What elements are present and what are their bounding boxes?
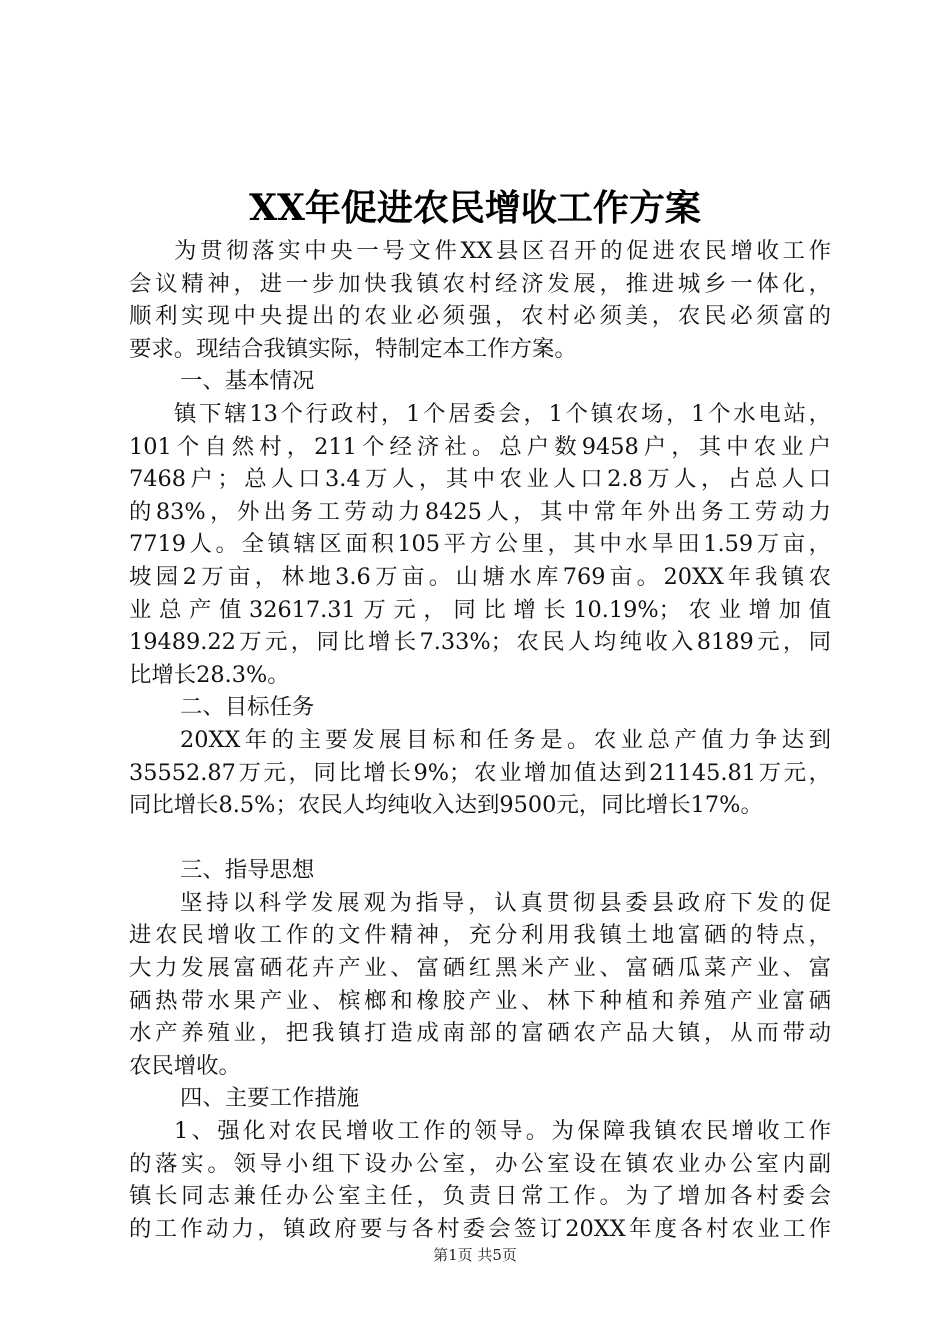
paragraph-line: 硒热带水果产业、槟榔和橡胶产业、林下种植和养殖产业富硒: [129, 987, 831, 1014]
paragraph-line: 水产养殖业，把我镇打造成南部的富硒农产品大镇，从而带动: [129, 1020, 831, 1047]
section-heading: 二、目标任务: [180, 694, 315, 721]
page-footer: 第1页 共5页: [433, 1246, 517, 1264]
paragraph-line: 会议精神，进一步加快我镇农村经济发展，推进城乡一体化，: [129, 270, 831, 297]
paragraph-line: 要求。现结合我镇实际，特制定本工作方案。: [129, 335, 577, 362]
section-heading: 三、指导思想: [180, 857, 315, 884]
paragraph-line: 坡园2万亩，林地3.6万亩。山塘水库769亩。20XX年我镇农: [129, 563, 831, 590]
section-heading: 一、基本情况: [180, 368, 315, 395]
paragraph-line: 大力发展富硒花卉产业、富硒红黑米产业、富硒瓜菜产业、富: [129, 955, 831, 982]
paragraph-line: 农民增收。: [129, 1052, 241, 1079]
paragraph-line: 20XX年的主要发展目标和任务是。农业总产值力争达到: [180, 726, 831, 753]
document-title: XX年促进农民增收工作方案: [249, 187, 701, 229]
paragraph-line: 镇长同志兼任办公室主任，负责日常工作。为了增加各村委会: [129, 1183, 831, 1210]
paragraph-line: 的落实。领导小组下设办公室，办公室设在镇农业办公室内副: [129, 1150, 831, 1177]
paragraph-line: 1、强化对农民增收工作的领导。为保障我镇农民增收工作: [174, 1118, 831, 1145]
paragraph-line: 镇下辖13个行政村，1个居委会，1个镇农场，1个水电站，: [174, 400, 831, 427]
paragraph-line: 顺利实现中央提出的农业必须强，农村必须美，农民必须富的: [129, 303, 831, 330]
paragraph-line: 7719人。全镇辖区面积105平方公里，其中水旱田1.59万亩，: [129, 531, 831, 558]
section-heading: 四、主要工作措施: [180, 1085, 360, 1112]
paragraph-line: 7468户；总人口3.4万人，其中农业人口2.8万人，占总人口: [129, 466, 831, 493]
paragraph-line: 的83%，外出务工劳动力8425人，其中常年外出务工劳动力: [129, 498, 831, 525]
paragraph-line: 坚持以科学发展观为指导，认真贯彻县委县政府下发的促: [180, 889, 831, 916]
paragraph-line: 101个自然村，211个经济社。总户数9458户，其中农业户: [129, 433, 831, 460]
paragraph-line: 为贯彻落实中央一号文件XX县区召开的促进农民增收工作: [174, 238, 831, 264]
paragraph-line: 业总产值32617.31万元，同比增长10.19%；农业增加值: [129, 596, 831, 623]
blank-line: [129, 822, 831, 855]
paragraph-line: 35552.87万元，同比增长9%；农业增加值达到21145.81万元，: [129, 759, 831, 786]
paragraph-line: 进农民增收工作的文件精神，充分利用我镇土地富硒的特点，: [129, 922, 831, 949]
paragraph-line: 比增长28.3%。: [129, 661, 290, 688]
paragraph-line: 19489.22万元，同比增长7.33%；农民人均纯收入8189元，同: [129, 629, 831, 656]
document-body: [129, 235, 831, 1245]
paragraph-line: 的工作动力，镇政府要与各村委会签订20XX年度各村农业工作: [129, 1215, 831, 1242]
paragraph-line: 同比增长8.5%；农民人均纯收入达到9500元，同比增长17%。: [129, 792, 763, 819]
